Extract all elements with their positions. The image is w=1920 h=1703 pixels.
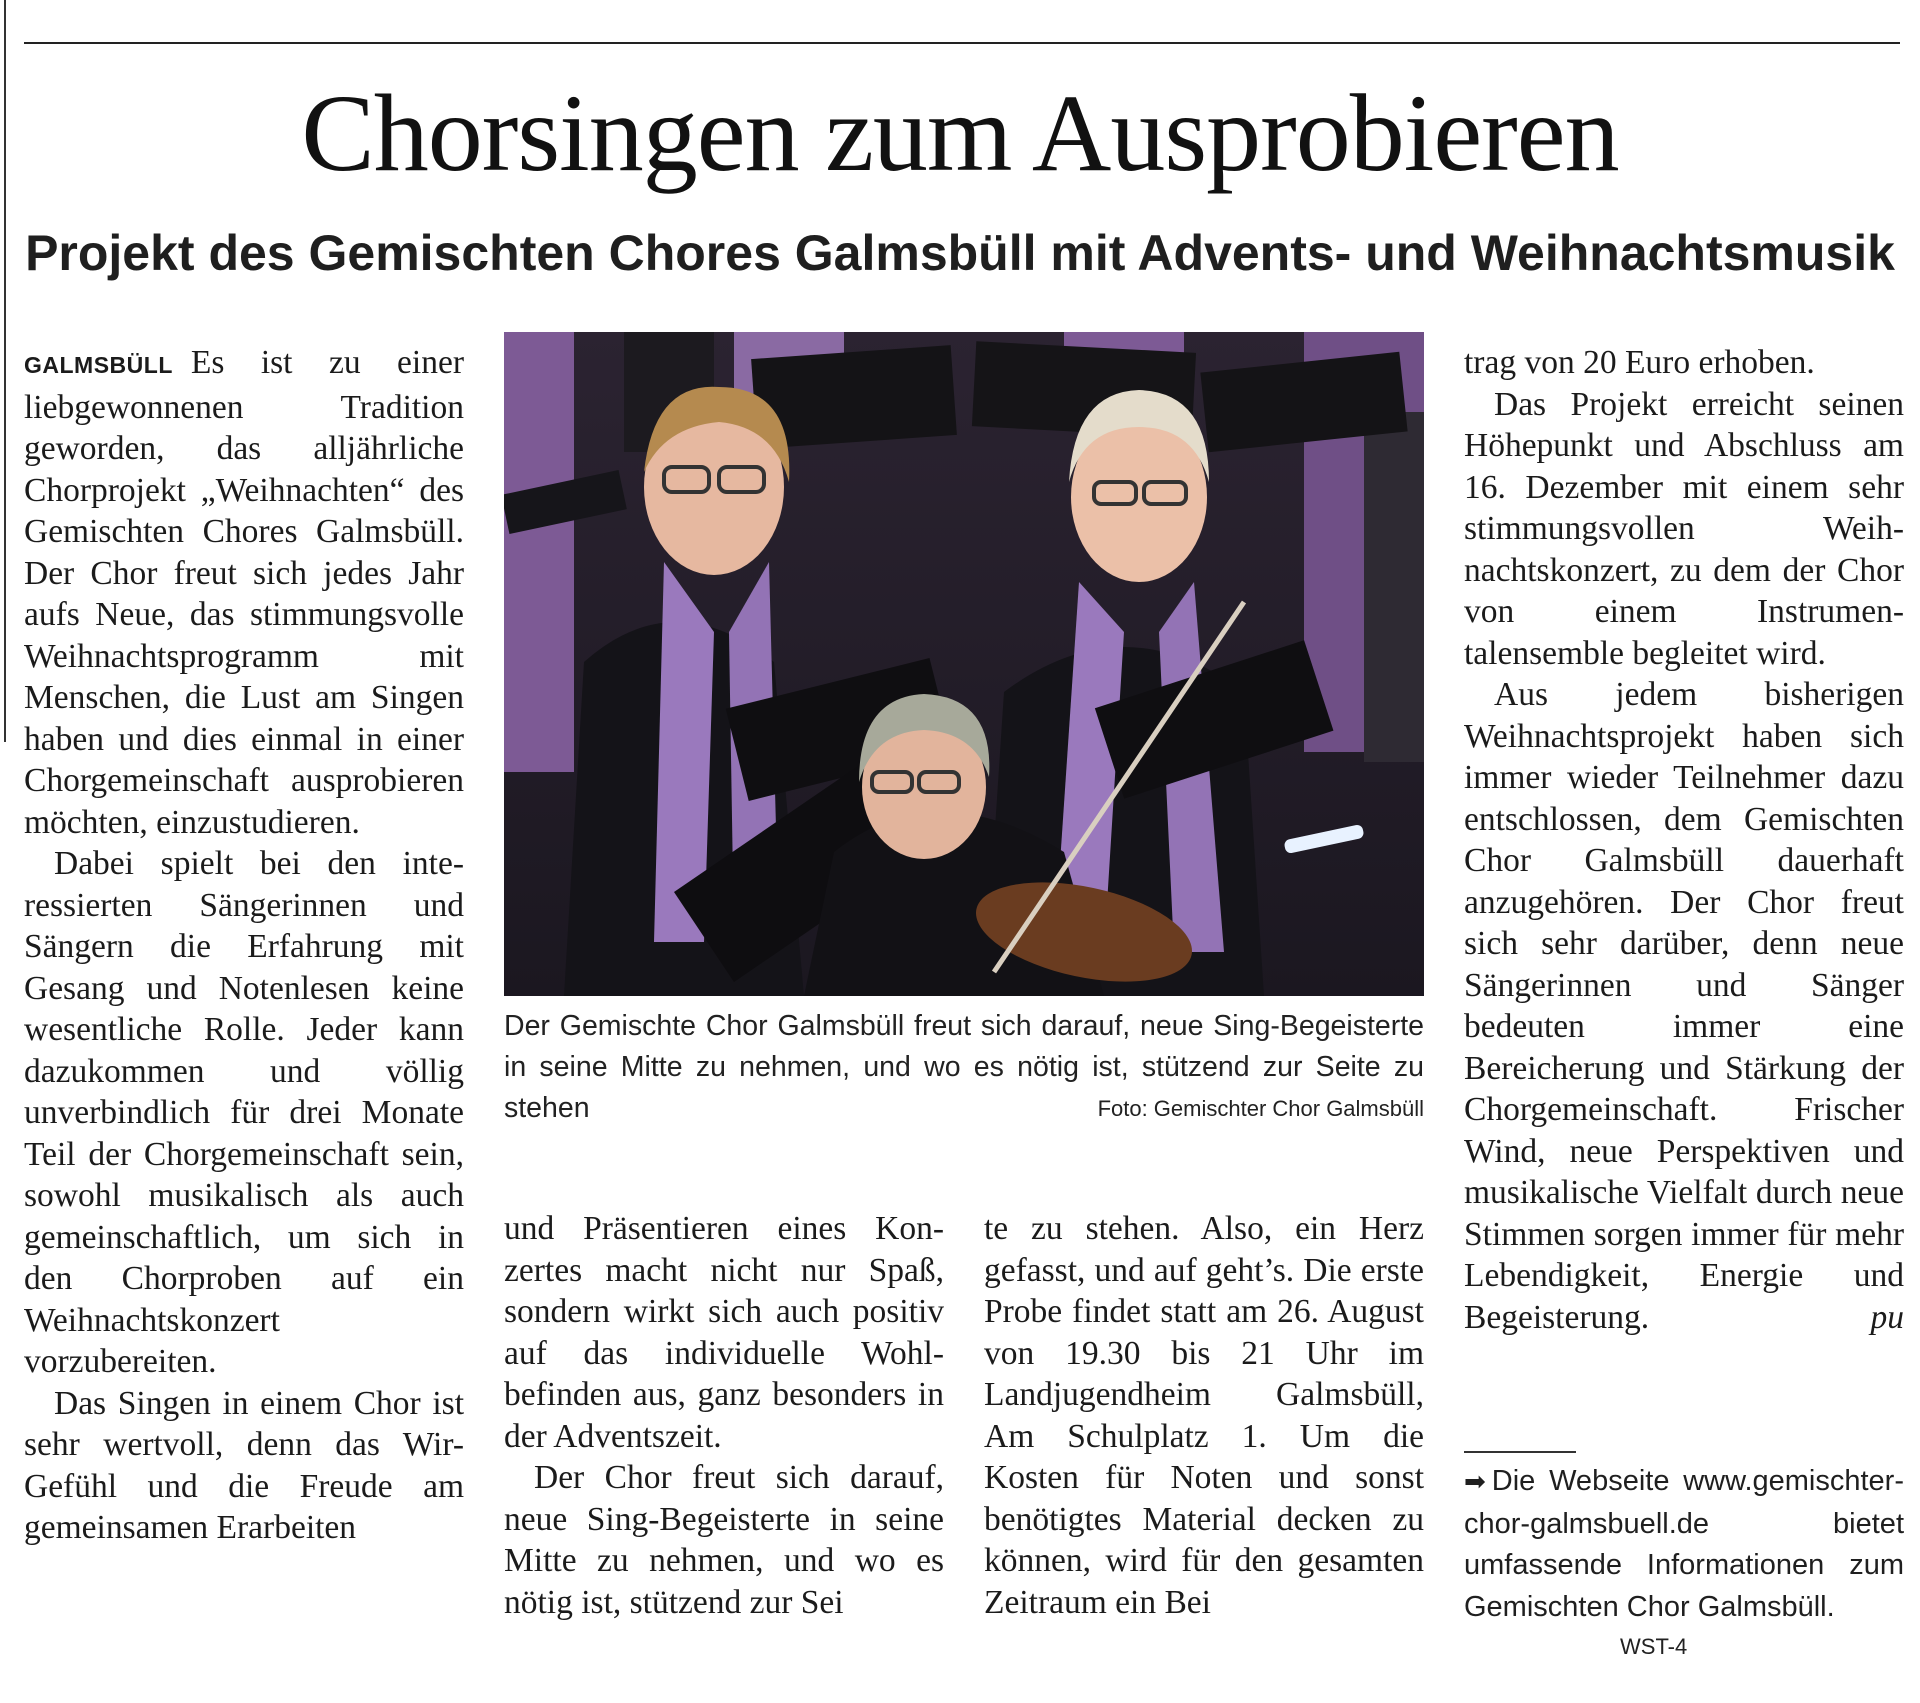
text-column-3 [984, 1208, 1424, 1623]
caption-text: Der Gemischte Chor Galmsbüll freut sich darauf, neue Sing-Begeisterte in seine Mitte zu nehmen, und wo es nötig ist, stützend zur Seite zu stehen [504, 1010, 1424, 1124]
paragraph [24, 342, 464, 843]
paragraph: trag von 20 Euro erhoben. [1464, 344, 1815, 381]
arrow-right-icon: ➡ [1464, 1467, 1486, 1497]
text-column-1 [24, 342, 464, 1549]
paragraph: Dabei spielt bei den interessierten Sängerinnen und Sängern die Erfahrung mit Gesang und Notenlesen keine wesentliche Rolle. Jeder kann dazukommen und völlig unverbindlich für drei Monate Teil der Chorgemeinschaft sein, sowohl musikalisch als auch gemeinschaftlich, um sich in den Chorproben auf ein Weihnachtskonzert vorzubereiten. [24, 845, 464, 1380]
headline: Chorsingen zum Ausprobieren [301, 72, 1619, 194]
paragraph-text: Aus jedem bisherigen Weihnachtsprojekt haben sich immer wieder Teilnehmer dazu entschlossen, dem Gemischten Chor Galmsbüll dauerhaft anzugehören. Der Chor freut sich sehr darüber, denn neue Sängerinnen und Sänger bedeuten immer eine Bereicherung und Stärkung der Chorgemeinschaft. Frischer Wind, neue Perspektiven und musikalische Vielfalt durch neue Stimmen sorgen immer für mehr Lebendigkeit, Energie und Begeisterung. [1464, 676, 1904, 1336]
paragraph: und Präsentieren eines Konzertes macht nicht nur Spaß, sondern wirkt sich auch positiv auf das individuelle Wohlbefinden aus, ganz besonders in der Adventszeit. [504, 1210, 944, 1455]
top-rule [24, 42, 1900, 44]
paragraph: Das Singen in einem Chor ist sehr wertvoll, denn das Wir-Gefühl und die Freude am gemeinsamen Erarbeiten [24, 1384, 464, 1546]
info-box-text: Die Webseite www.gemischter-chor-galmsbuell.de bietet umfassende Informationen zum Gemischten Chor Galmsbüll. [1464, 1465, 1904, 1623]
paragraph [1464, 674, 1904, 1338]
author-byline: pu [1870, 1298, 1904, 1336]
paragraph: Der Chor freut sich darauf, neue Sing-Begeisterte in seine Mitte zu nehmen, und wo es nötig ist, stützend zur Sei [504, 1459, 944, 1621]
info-box [1464, 1461, 1904, 1628]
text-column-2 [504, 1208, 944, 1623]
info-box-rule [1464, 1451, 1576, 1453]
paragraph: te zu stehen. Also, ein Herz gefasst, und auf geht’s. Die erste Probe findet statt am 26. August von 19.30 bis 21 Uhr im Landjugendheim Galmsbüll, Am Schulplatz 1. Um die Kosten für Noten und sonst benötigtes Material decken zu können, wird für den gesamten Zeitraum ein Bei [984, 1210, 1424, 1621]
page-code: WST-4 [1620, 1634, 1688, 1659]
text-column-4 [1464, 342, 1904, 1338]
subheadline: Projekt des Gemischten Chores Galmsbüll mit Advents- und Weihnachtsmusik [25, 225, 1895, 281]
choir-photo-illustration [504, 332, 1424, 996]
dateline: GALMSBÜLL [24, 352, 173, 378]
choir-photo [504, 332, 1424, 996]
paragraph-text: Es ist zu einer liebgewonnenen Tradition geworden, das alljährliche Chorprojekt „Weihnachten“ des Gemischten Chores Galmsbüll. Der Chor freut sich jedes Jahr aufs Neue, das stimmungsvolle Weihnachtsprogramm mit Menschen, die Lust am Singen haben und dies einmal in einer Chorgemeinschaft ausprobieren möchten, einzustudieren. [24, 344, 464, 841]
photo-credit: Foto: Gemischter Chor Galmsbüll [1097, 1096, 1424, 1121]
paragraph: Das Projekt erreicht seinen Höhepunkt und Abschluss am 16. Dezember mit einem sehr stimmungsvollen Weihnachtskonzert, zu dem der Chor von einem Instrumentalensemble begleitet wird. [1464, 385, 1904, 672]
